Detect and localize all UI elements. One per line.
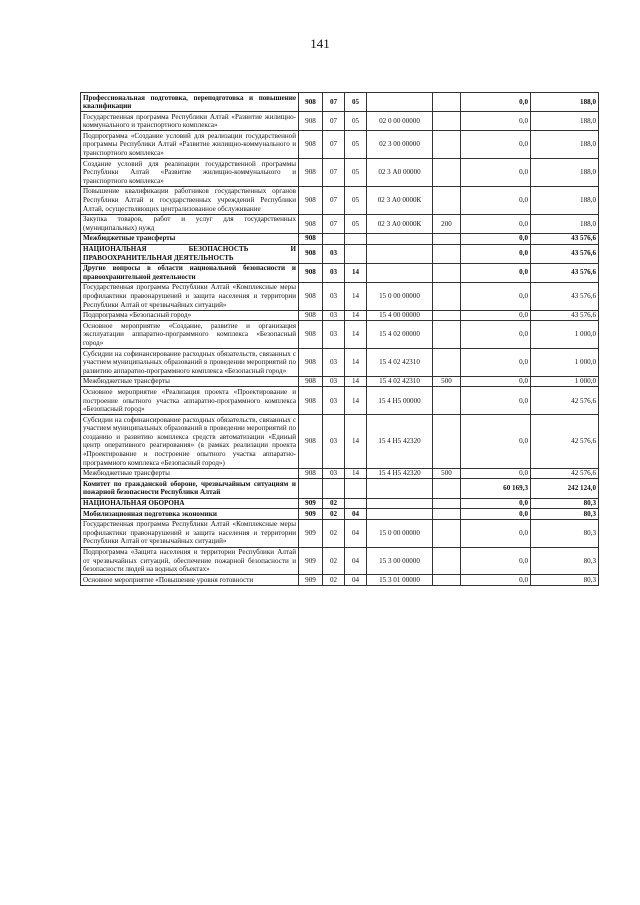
cell-name: Профессиональная подготовка, переподготовка и повышение квалификации (81, 93, 299, 112)
cell-ministry-code: 909 (299, 547, 323, 575)
cell-amount-1: 0,0 (461, 310, 531, 321)
cell-ministry-code: 908 (299, 112, 323, 131)
cell-section-code: 07 (323, 159, 345, 187)
cell-amount-1: 0,0 (461, 186, 531, 214)
cell-expense-type (433, 93, 461, 112)
cell-target-article: 15 0 00 00000 (367, 519, 433, 547)
cell-ministry-code: 908 (299, 186, 323, 214)
cell-ministry-code: 909 (299, 519, 323, 547)
cell-subsection-code (345, 479, 367, 498)
cell-ministry-code: 908 (299, 310, 323, 321)
cell-section-code: 02 (323, 498, 345, 509)
cell-expense-type (433, 244, 461, 263)
cell-amount-1: 0,0 (461, 415, 531, 469)
cell-ministry-code (299, 479, 323, 498)
cell-subsection-code (345, 233, 367, 244)
cell-amount-1: 60 169,3 (461, 479, 531, 498)
cell-name: Государственная программа Республики Алтай «Комплексные меры профилактики правонарушений и защита населения и территории Республики Алтай от чрезвычайных ситуаций» (81, 282, 299, 310)
cell-name: Межбюджетные трансферты (81, 233, 299, 244)
budget-table-body (81, 93, 599, 586)
cell-amount-1: 0,0 (461, 509, 531, 520)
cell-expense-type (433, 131, 461, 159)
cell-subsection-code: 05 (345, 159, 367, 187)
table-row (81, 575, 599, 586)
cell-expense-type (433, 159, 461, 187)
cell-target-article: 02 3 А0 0000К (367, 186, 433, 214)
cell-subsection-code: 04 (345, 519, 367, 547)
cell-name: Закупка товаров, работ и услуг для государственных (муниципальных) нужд (81, 214, 299, 233)
cell-expense-type (433, 321, 461, 349)
cell-ministry-code: 908 (299, 233, 323, 244)
table-row (81, 349, 599, 377)
cell-target-article (367, 244, 433, 263)
cell-name: НАЦИОНАЛЬНАЯ БЕЗОПАСНОСТЬ И ПРАВООХРАНИТЕЛЬНАЯ ДЕЯТЕЛЬНОСТЬ (81, 244, 299, 263)
cell-amount-2: 80,3 (531, 547, 599, 575)
cell-target-article: 15 4 02 42310 (367, 376, 433, 387)
cell-amount-2: 80,3 (531, 575, 599, 586)
cell-target-article: 15 4 Н5 42320 (367, 468, 433, 479)
cell-expense-type (433, 479, 461, 498)
cell-amount-1: 0,0 (461, 112, 531, 131)
cell-expense-type (433, 415, 461, 469)
cell-name: Субсидии на софинансирование расходных обязательств, связанных с участием муниципальных образований в проведении мероприятий по развитию аппаратно-программного комплекса «Безопасный город» (81, 349, 299, 377)
cell-amount-1: 0,0 (461, 233, 531, 244)
cell-section-code: 02 (323, 575, 345, 586)
cell-amount-1: 0,0 (461, 547, 531, 575)
cell-amount-1: 0,0 (461, 214, 531, 233)
cell-expense-type (433, 263, 461, 282)
cell-ministry-code: 908 (299, 282, 323, 310)
cell-amount-1: 0,0 (461, 468, 531, 479)
cell-ministry-code: 909 (299, 498, 323, 509)
cell-expense-type (433, 509, 461, 520)
cell-ministry-code: 908 (299, 263, 323, 282)
cell-target-article (367, 93, 433, 112)
cell-section-code: 02 (323, 547, 345, 575)
cell-amount-1: 0,0 (461, 519, 531, 547)
cell-target-article: 15 4 00 00000 (367, 310, 433, 321)
cell-ministry-code: 908 (299, 131, 323, 159)
cell-subsection-code: 05 (345, 112, 367, 131)
cell-target-article: 02 0 00 00000 (367, 112, 433, 131)
cell-target-article (367, 479, 433, 498)
cell-subsection-code: 05 (345, 93, 367, 112)
cell-amount-2: 42 576,6 (531, 415, 599, 469)
cell-expense-type (433, 498, 461, 509)
table-row (81, 186, 599, 214)
cell-section-code: 03 (323, 349, 345, 377)
table-row (81, 547, 599, 575)
cell-subsection-code: 04 (345, 575, 367, 586)
cell-expense-type (433, 519, 461, 547)
table-row (81, 244, 599, 263)
cell-subsection-code: 05 (345, 214, 367, 233)
cell-subsection-code: 04 (345, 547, 367, 575)
cell-amount-2: 43 576,6 (531, 310, 599, 321)
cell-section-code: 02 (323, 509, 345, 520)
cell-expense-type (433, 310, 461, 321)
cell-name: Государственная программа Республики Алтай «Развитие жилищно-коммунального и транспортного комплекса» (81, 112, 299, 131)
cell-amount-2: 188,0 (531, 131, 599, 159)
cell-section-code (323, 233, 345, 244)
cell-amount-2: 242 124,0 (531, 479, 599, 498)
cell-amount-1: 0,0 (461, 159, 531, 187)
cell-amount-2: 1 000,0 (531, 349, 599, 377)
cell-section-code: 03 (323, 310, 345, 321)
cell-amount-1: 0,0 (461, 349, 531, 377)
cell-target-article (367, 263, 433, 282)
cell-section-code: 03 (323, 244, 345, 263)
cell-name: НАЦИОНАЛЬНАЯ ОБОРОНА (81, 498, 299, 509)
cell-expense-type: 500 (433, 376, 461, 387)
table-row (81, 387, 599, 415)
table-row (81, 233, 599, 244)
table-row (81, 509, 599, 520)
cell-name: Подпрограмма «Безопасный город» (81, 310, 299, 321)
cell-amount-2: 43 576,6 (531, 282, 599, 310)
cell-amount-1: 0,0 (461, 575, 531, 586)
cell-target-article: 15 3 01 00000 (367, 575, 433, 586)
cell-name: Комитет по гражданской обороне, чрезвычайным ситуациям и пожарной безопасности Республики Алтай (81, 479, 299, 498)
cell-section-code: 03 (323, 263, 345, 282)
cell-amount-2: 42 576,6 (531, 387, 599, 415)
cell-expense-type (433, 112, 461, 131)
cell-target-article: 02 3 00 00000 (367, 131, 433, 159)
cell-amount-2: 1 000,0 (531, 376, 599, 387)
cell-expense-type (433, 186, 461, 214)
table-row (81, 93, 599, 112)
cell-expense-type: 200 (433, 214, 461, 233)
cell-target-article: 02 3 А0 0000К (367, 214, 433, 233)
cell-amount-2: 188,0 (531, 112, 599, 131)
cell-name: Подпрограмма «Создание условий для реализации государственной программы Республики Алтай «Развитие жилищно-коммунального и транспортного комплекса» (81, 131, 299, 159)
cell-subsection-code: 14 (345, 282, 367, 310)
table-row (81, 468, 599, 479)
cell-expense-type (433, 233, 461, 244)
cell-ministry-code: 908 (299, 93, 323, 112)
cell-expense-type (433, 575, 461, 586)
cell-target-article: 15 4 Н5 00000 (367, 387, 433, 415)
table-row (81, 263, 599, 282)
cell-amount-1: 0,0 (461, 282, 531, 310)
cell-subsection-code: 14 (345, 310, 367, 321)
cell-amount-1: 0,0 (461, 131, 531, 159)
cell-amount-1: 0,0 (461, 93, 531, 112)
cell-ministry-code: 908 (299, 321, 323, 349)
cell-name: Повышение квалификации работников государственных органов Республики Алтай и государственных учреждений Республики Алтай, осуществляющих централизованное обслуживание (81, 186, 299, 214)
cell-expense-type: 500 (433, 468, 461, 479)
cell-section-code (323, 479, 345, 498)
cell-section-code: 03 (323, 387, 345, 415)
cell-subsection-code (345, 244, 367, 263)
cell-ministry-code: 908 (299, 214, 323, 233)
cell-ministry-code: 908 (299, 244, 323, 263)
cell-target-article: 15 3 00 00000 (367, 547, 433, 575)
cell-amount-2: 43 576,6 (531, 263, 599, 282)
cell-name: Государственная программа Республики Алтай «Комплексные меры профилактики правонарушений и защита населения и территории Республики Алтай от чрезвычайных ситуаций» (81, 519, 299, 547)
table-row (81, 159, 599, 187)
cell-section-code: 03 (323, 468, 345, 479)
cell-amount-1: 0,0 (461, 321, 531, 349)
cell-subsection-code: 14 (345, 376, 367, 387)
cell-amount-2: 80,3 (531, 498, 599, 509)
cell-ministry-code: 908 (299, 159, 323, 187)
cell-subsection-code: 05 (345, 186, 367, 214)
cell-amount-1: 0,0 (461, 263, 531, 282)
cell-target-article: 02 3 А0 00000 (367, 159, 433, 187)
table-row (81, 310, 599, 321)
cell-section-code: 07 (323, 131, 345, 159)
cell-ministry-code: 908 (299, 415, 323, 469)
cell-amount-2: 42 576,6 (531, 468, 599, 479)
cell-subsection-code: 04 (345, 509, 367, 520)
cell-amount-2: 43 576,6 (531, 244, 599, 263)
cell-amount-1: 0,0 (461, 498, 531, 509)
cell-section-code: 07 (323, 186, 345, 214)
cell-amount-2: 80,3 (531, 509, 599, 520)
cell-name: Основное мероприятие «Повышение уровня готовности (81, 575, 299, 586)
table-row (81, 498, 599, 509)
cell-amount-2: 80,3 (531, 519, 599, 547)
cell-ministry-code: 909 (299, 509, 323, 520)
table-row (81, 131, 599, 159)
cell-name: Другие вопросы в области национальной безопасности и правоохранительной деятельности (81, 263, 299, 282)
cell-section-code: 03 (323, 376, 345, 387)
cell-section-code: 03 (323, 282, 345, 310)
cell-amount-1: 0,0 (461, 387, 531, 415)
cell-name: Межбюджетные трансферты (81, 376, 299, 387)
table-row (81, 282, 599, 310)
cell-subsection-code: 05 (345, 131, 367, 159)
cell-section-code: 07 (323, 112, 345, 131)
cell-section-code: 03 (323, 321, 345, 349)
cell-name: Мобилизационная подготовка экономики (81, 509, 299, 520)
cell-name: Основное мероприятие «Реализация проекта «Проектирование и построение опытного участка аппаратно-программного комплекса «Безопасный город» (81, 387, 299, 415)
page-number: 141 (310, 36, 330, 51)
cell-section-code: 07 (323, 93, 345, 112)
cell-subsection-code: 14 (345, 263, 367, 282)
table-row (81, 321, 599, 349)
cell-amount-2: 188,0 (531, 93, 599, 112)
cell-section-code: 03 (323, 415, 345, 469)
table-row (81, 479, 599, 498)
cell-target-article (367, 498, 433, 509)
cell-subsection-code: 14 (345, 387, 367, 415)
cell-subsection-code: 14 (345, 468, 367, 479)
cell-amount-2: 188,0 (531, 214, 599, 233)
cell-section-code: 02 (323, 519, 345, 547)
cell-subsection-code: 14 (345, 349, 367, 377)
cell-amount-2: 188,0 (531, 186, 599, 214)
cell-expense-type (433, 349, 461, 377)
cell-name: Субсидии на софинансирование расходных обязательств, связанных с участием муниципальных образований в проведении мероприятий по созданию и развитию комплекса средств автоматизации «Единый центр оперативного реагирования» (в рамках реализации проекта «Проектирование и построение опытного участка аппаратно-программного комплекса «Безопасный город») (81, 415, 299, 469)
cell-subsection-code (345, 498, 367, 509)
cell-ministry-code: 908 (299, 468, 323, 479)
cell-target-article: 15 4 02 42310 (367, 349, 433, 377)
cell-name: Создание условий для реализации государственной программы Республики Алтай «Развитие жилищно-коммунального и транспортного комплекса» (81, 159, 299, 187)
table-row (81, 519, 599, 547)
cell-target-article: 15 4 Н5 42320 (367, 415, 433, 469)
table-row (81, 415, 599, 469)
cell-target-article: 15 4 02 00000 (367, 321, 433, 349)
cell-target-article (367, 233, 433, 244)
cell-ministry-code: 908 (299, 349, 323, 377)
cell-name: Основное мероприятие «Создание, развитие и организация эксплуатации аппаратно-программного комплекса «Безопасный город» (81, 321, 299, 349)
cell-expense-type (433, 547, 461, 575)
cell-target-article (367, 509, 433, 520)
cell-name: Подпрограмма «Защита населения и территории Республики Алтай от чрезвычайных ситуаций, обеспечение пожарной безопасности и безопасности людей на водных объектах» (81, 547, 299, 575)
cell-ministry-code: 908 (299, 376, 323, 387)
cell-name: Межбюджетные трансферты (81, 468, 299, 479)
cell-amount-2: 188,0 (531, 159, 599, 187)
table-row (81, 376, 599, 387)
cell-amount-2: 1 000,0 (531, 321, 599, 349)
table-row (81, 112, 599, 131)
cell-subsection-code: 14 (345, 415, 367, 469)
cell-ministry-code: 909 (299, 575, 323, 586)
cell-subsection-code: 14 (345, 321, 367, 349)
cell-expense-type (433, 282, 461, 310)
cell-section-code: 07 (323, 214, 345, 233)
cell-target-article: 15 0 00 00000 (367, 282, 433, 310)
cell-amount-1: 0,0 (461, 376, 531, 387)
budget-table (80, 92, 599, 586)
cell-ministry-code: 908 (299, 387, 323, 415)
cell-expense-type (433, 387, 461, 415)
cell-amount-1: 0,0 (461, 244, 531, 263)
table-row (81, 214, 599, 233)
cell-amount-2: 43 576,6 (531, 233, 599, 244)
